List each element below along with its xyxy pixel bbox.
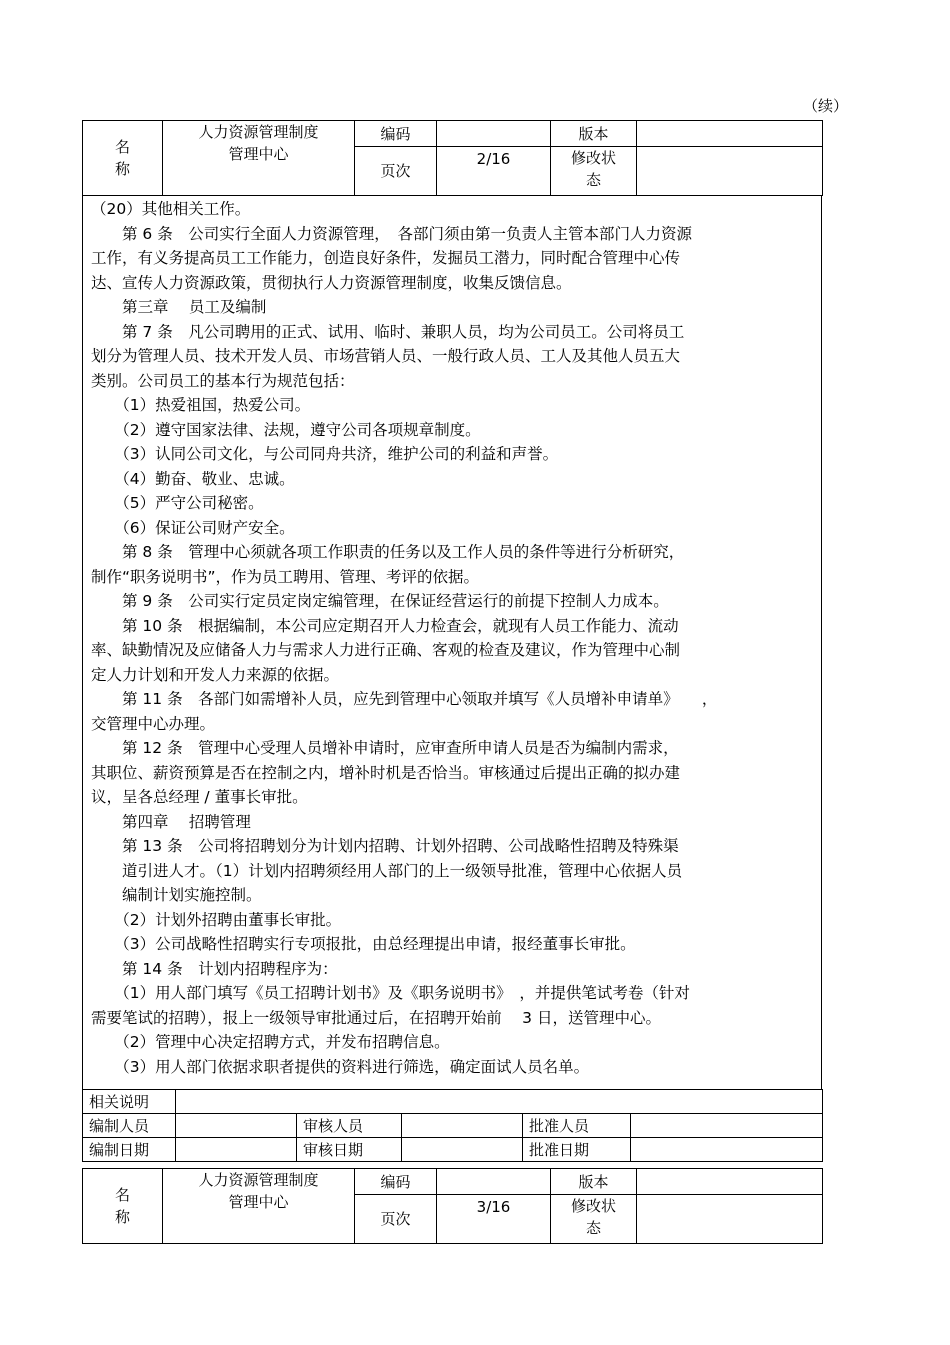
body-line: 第 13 条 公司将招聘划分为计划内招聘、计划外招聘、公司战略性招聘及特殊渠 [91, 837, 679, 855]
department: 管理中心 [228, 145, 289, 163]
code-value [437, 1169, 551, 1195]
footer-table [82, 1089, 823, 1162]
version-value [637, 1169, 823, 1195]
revision-value [637, 1195, 823, 1244]
department: 管理中心 [228, 1193, 289, 1211]
body-line: 第三章 员工及编制 [91, 298, 267, 316]
prepared-by-value [176, 1114, 297, 1138]
body-line: （3）认同公司文化，与公司同舟共济，维护公司的利益和声誉。 [91, 445, 559, 463]
prepared-by-label: 编制人员 [83, 1114, 176, 1138]
continued-label: （续） [803, 97, 849, 115]
body-line: （3）公司战略性招聘实行专项报批，由总经理提出申请，报经董事长审批。 [91, 935, 636, 953]
body-line: （5）严守公司秘密。 [91, 494, 264, 512]
review-date-label: 审核日期 [297, 1138, 402, 1162]
body-line: 需要笔试的招聘），报上一级领导审批通过后，在招聘开始前 3 日，送管理中心。 [91, 1008, 661, 1027]
body-line: 交管理中心办理。 [91, 714, 216, 733]
name-label: 名 称 [83, 121, 163, 196]
body-line: （20）其他相关工作。 [91, 200, 251, 218]
revision-value [637, 147, 823, 196]
body-line: 划分为管理人员、技术开发人员、市场营销人员、一般行政人员、工人及其他人员五大 [91, 347, 681, 365]
document-body [82, 196, 822, 1089]
page-label: 页次 [355, 147, 437, 196]
version-label: 版本 [551, 121, 637, 147]
body-line: （4）勤奋、敬业、忠诚。 [91, 469, 295, 488]
version-label: 版本 [551, 1169, 637, 1195]
body-line: 第 11 条 各部门如需增补人员，应先到管理中心领取并填写《人员增补申请单》 ， [91, 690, 718, 708]
body-line: 第 6 条 公司实行全面人力资源管理， 各部门须由第一负责人主管本部门人力资源 [91, 224, 692, 243]
body-line: （2）管理中心决定招聘方式，并发布招聘信息。 [91, 1033, 450, 1051]
body-line: 达、宣传人力资源政策，贯彻执行人力资源管理制度，收集反馈信息。 [91, 273, 572, 292]
reviewer-label: 审核人员 [297, 1114, 402, 1138]
body-line: 第四章 招聘管理 [91, 812, 251, 831]
approve-date-value [631, 1138, 823, 1162]
header-table-bottom [82, 1168, 823, 1244]
body-line: 制作“职务说明书”，作为员工聘用、管理、考评的依据。 [91, 567, 480, 586]
body-line: 类别。公司员工的基本行为规范包括： [91, 371, 355, 390]
page-value: 2/16 [437, 147, 551, 196]
related-label: 相关说明 [83, 1090, 176, 1114]
related-value [176, 1090, 823, 1114]
revision-label: 修改状 态 [551, 1195, 637, 1244]
body-line: （6）保证公司财产安全。 [91, 518, 295, 537]
doc-title: 人力资源管理制度 [198, 123, 319, 141]
body-line: 率、缺勤情况及应储备人力与需求人力进行正确、客观的检查及建议，作为管理中心制 [91, 641, 681, 659]
prepared-date-value [176, 1138, 297, 1162]
page-label: 页次 [355, 1195, 437, 1244]
approver-value [631, 1114, 823, 1138]
body-line: （2）计划外招聘由董事长审批。 [91, 910, 342, 929]
doc-title-cell [163, 121, 355, 196]
body-line: 第 10 条 根据编制，本公司应定期召开人力检查会，就现有人员工作能力、流动 [91, 616, 679, 635]
approver-label: 批准人员 [523, 1114, 631, 1138]
body-line: 编制计划实施控制。 [91, 886, 262, 904]
body-line: 其职位、薪资预算是否在控制之内，增补时机是否恰当。审核通过后提出正确的拟办建 [91, 763, 681, 782]
review-date-value [402, 1138, 523, 1162]
body-line: 第 7 条 凡公司聘用的正式、试用、临时、兼职人员，均为公司员工。公司将员工 [91, 322, 685, 341]
version-value [637, 121, 823, 147]
body-line: 工作，有义务提高员工工作能力，创造良好条件，发掘员工潜力，同时配合管理中心传 [91, 249, 681, 267]
body-line: 定人力计划和开发人力来源的依据。 [91, 665, 340, 684]
body-line: （1）热爱祖国，热爱公司。 [91, 396, 311, 414]
header-table-top [82, 120, 823, 196]
body-line: （3）用人部门依据求职者提供的资料进行筛选，确定面试人员名单。 [91, 1057, 590, 1076]
body-line: 第 9 条 公司实行定员定岗定编管理，在保证经营运行的前提下控制人力成本。 [91, 592, 669, 610]
revision-label: 修改状 态 [551, 147, 637, 196]
page-value: 3/16 [437, 1195, 551, 1244]
name-label: 名 称 [83, 1169, 163, 1244]
code-value [437, 121, 551, 147]
doc-title-cell [163, 1169, 355, 1244]
body-line: （1）用人部门填写《员工招聘计划书》及《职务说明书》 ，并提供笔试考卷（针对 [91, 984, 690, 1002]
body-line: 第 8 条 管理中心须就各项工作职责的任务以及工作人员的条件等进行分析研究， [91, 543, 685, 561]
reviewer-value [402, 1114, 523, 1138]
body-line: （2）遵守国家法律、法规，遵守公司各项规章制度。 [91, 420, 481, 439]
code-label: 编码 [355, 1169, 437, 1195]
body-line: 道引进人才。（1）计划内招聘须经用人部门的上一级领导批准，管理中心依据人员 [91, 861, 683, 880]
prepared-date-label: 编制日期 [83, 1138, 176, 1162]
approve-date-label: 批准日期 [523, 1138, 631, 1162]
body-line: 第 12 条 管理中心受理人员增补申请时，应审查所申请人员是否为编制内需求， [91, 739, 679, 757]
body-line: 议，呈各总经理 / 董事长审批。 [91, 788, 308, 806]
body-line: 第 14 条 计划内招聘程序为： [91, 959, 338, 978]
code-label: 编码 [355, 121, 437, 147]
doc-title: 人力资源管理制度 [198, 1171, 319, 1189]
